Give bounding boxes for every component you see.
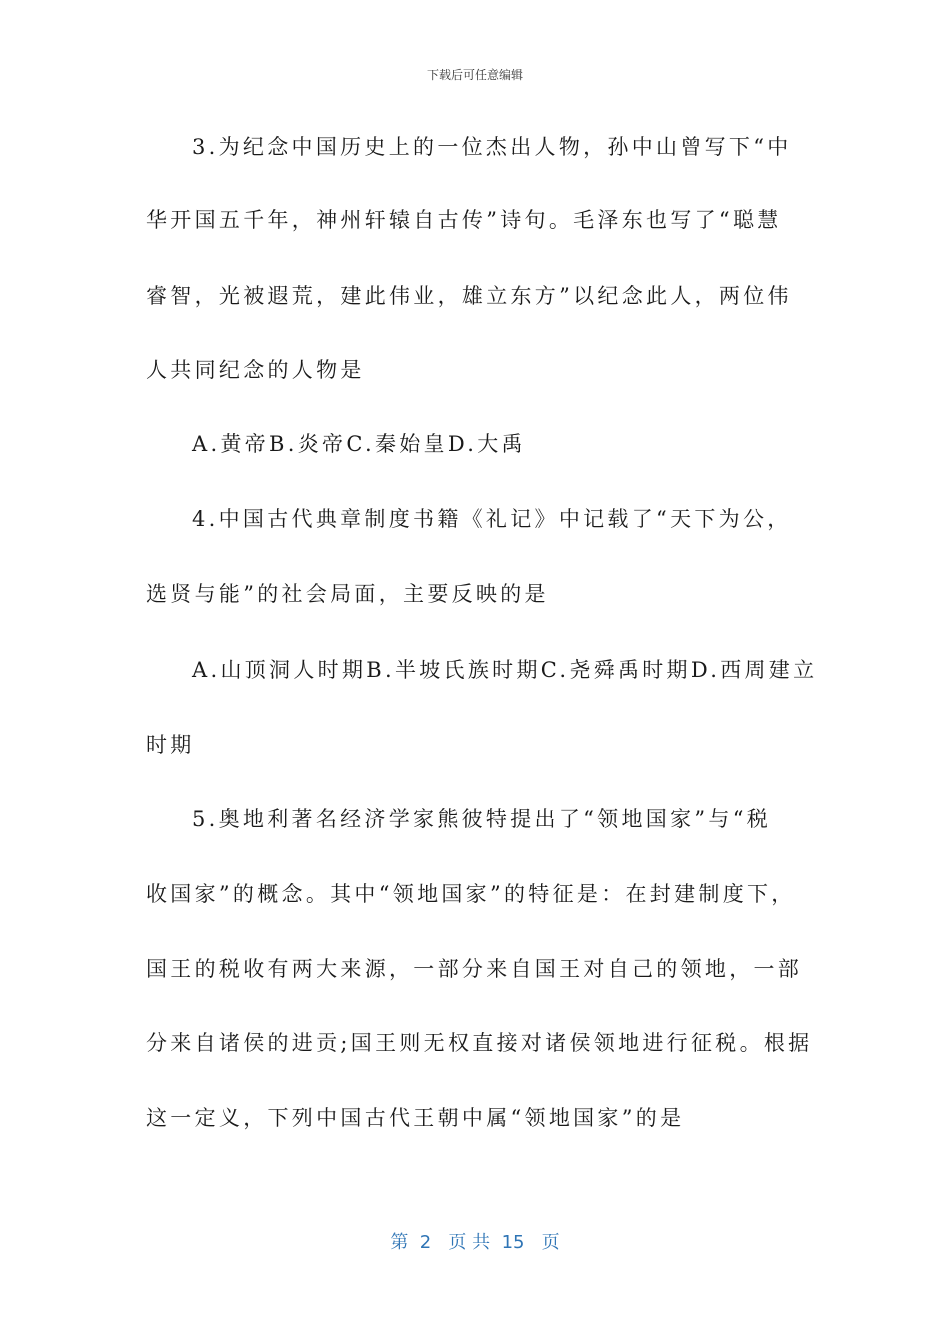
q3-options: A.黄帝B.炎帝C.秦始皇D.大禹 xyxy=(192,432,526,456)
q4-options-line-1: A.山顶洞人时期B.半坡氏族时期C.尧舜禹时期D.西周建立 xyxy=(192,658,818,682)
header-note: 下载后可任意编辑 xyxy=(426,68,523,82)
q4-line-1: 4.中国古代典章制度书籍《礼记》中记载了“天下为公， xyxy=(192,507,792,531)
q3-line-1: 3.为纪念中国历史上的一位杰出人物，孙中山曾写下“中 xyxy=(192,135,792,159)
q4-line-2: 选贤与能”的社会局面，主要反映的是 xyxy=(146,582,549,606)
q3-line-3: 睿智，光被遐荒，建此伟业，雄立东方”以纪念此人，两位伟 xyxy=(146,284,792,308)
q5-line-4: 分来自诸侯的进贡;国王则无权直接对诸侯领地进行征税。根据 xyxy=(146,1031,813,1055)
q5-line-3: 国王的税收有两大来源，一部分来自国王对自己的领地，一部 xyxy=(146,957,803,981)
q3-line-4: 人共同纪念的人物是 xyxy=(146,358,365,382)
q4-options-line-2: 时期 xyxy=(146,733,195,757)
q5-line-5: 这一定义，下列中国古代王朝中属“领地国家”的是 xyxy=(146,1106,685,1130)
page-number-footer: 第 2 页 共 15 页 xyxy=(390,1232,560,1253)
q5-line-1: 5.奥地利著名经济学家熊彼特提出了“领地国家”与“税 xyxy=(192,807,772,831)
q5-line-2: 收国家”的概念。其中“领地国家”的特征是：在封建制度下， xyxy=(146,882,796,906)
q3-line-2: 华开国五千年，神州轩辕自古传”诗句。毛泽东也写了“聪慧 xyxy=(146,208,782,232)
